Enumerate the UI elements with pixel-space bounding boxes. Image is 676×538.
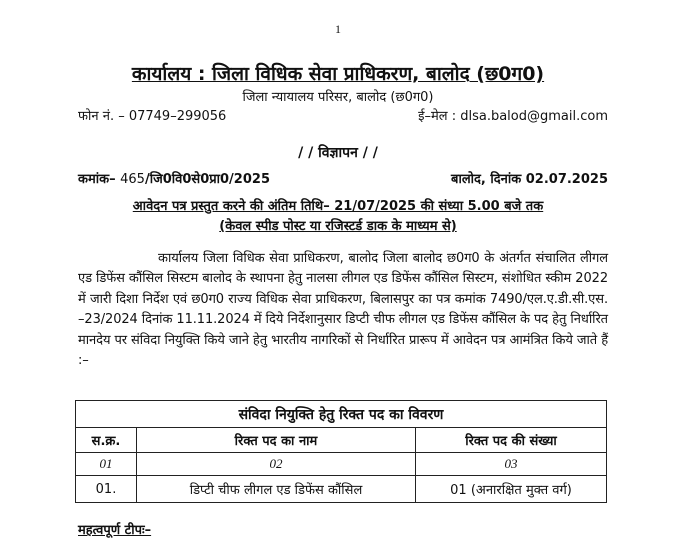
header-post-count: रिक्त पद की संख्या bbox=[416, 428, 607, 453]
phone-number: फोन नं. – 07749–299056 bbox=[78, 109, 227, 124]
email-address: ई–मेल : dlsa.balod@gmail.com bbox=[418, 109, 608, 124]
row-post-count: 01 (अनारक्षित मुक्त वर्ग) bbox=[416, 476, 607, 503]
reference-suffix: /जि0वि0से0प्रा0/2025 bbox=[144, 172, 270, 187]
vacancy-table-caption: संविदा नियुक्ति हेतु रिक्त पद का विवरण bbox=[76, 401, 607, 428]
reference-label: कमांक– bbox=[78, 172, 116, 187]
vacancy-table bbox=[75, 400, 607, 503]
header-post-name: रिक्त पद का नाम bbox=[137, 428, 416, 453]
deadline-line-2: (केवल स्पीड पोस्ट या रजिस्टर्ड डाक के माध्यम से) bbox=[219, 219, 457, 234]
row-post-name: डिप्टी चीफ लीगल एड डिफेंस कौंसिल bbox=[137, 476, 416, 503]
table-index-row bbox=[76, 453, 607, 476]
reference-num: 465 bbox=[120, 172, 145, 187]
table-row bbox=[76, 476, 607, 503]
office-premises: जिला न्यायालय परिसर, बालोद (छ0ग0) bbox=[242, 90, 434, 105]
office-name: कार्यालय : जिला विधिक सेवा प्राधिकरण, बालोद (छ0ग0) bbox=[131, 63, 545, 85]
header-serial: स.क्र. bbox=[76, 428, 137, 453]
index-cell: 01 bbox=[76, 453, 137, 476]
important-notes-heading: महत्वपूर्ण टीपः– bbox=[78, 523, 152, 538]
deadline-line-1: आवेदन पत्र प्रस्तुत करने की अंतिम तिथि– 21/07/2025 की संध्या 5.00 बजे तक bbox=[132, 199, 544, 214]
row-serial: 01. bbox=[76, 476, 137, 503]
body-paragraph: कार्यालय जिला विधिक सेवा प्राधिकरण, बालोद जिला बालोद छ0ग0 के अंतर्गत संचालित लीगल एड डिफेंस कौंसिल सिस्टम बालोद के स्थापना हेतु नालसा लीगल एड डिफेंस कौंसिल सिस्टम, संशोधित स्कीम 2022 में जारी दिशा निर्देश एवं छ0ग0 राज्य विधिक सेवा प्राधिकरण, बिलासपुर का पत्र कमांक 7490/एल.ए.डी.सी.एस. –23/2024 दिनांक 11.11.2024 में दिये निर्देशानुसार डिप्टी चीफ लीगल एड डिफेंस कौंसिल के पद हेतु निर्धारित मानदेय पर संविदा नियुक्ति किये जाने हेतु भारतीय नागरिकों से निर्धारित प्रारूप में आवेदन पत्र आमंत्रित किये जाते हैं :– bbox=[78, 251, 608, 369]
index-cell: 03 bbox=[416, 453, 607, 476]
advertisement-heading: / / विज्ञापन / / bbox=[298, 145, 378, 161]
index-cell: 02 bbox=[137, 453, 416, 476]
reference-number bbox=[78, 169, 270, 187]
table-header-row bbox=[76, 428, 607, 453]
page-number: 1 bbox=[335, 22, 341, 36]
reference-date: बालोद, दिनांक 02.07.2025 bbox=[451, 172, 608, 187]
